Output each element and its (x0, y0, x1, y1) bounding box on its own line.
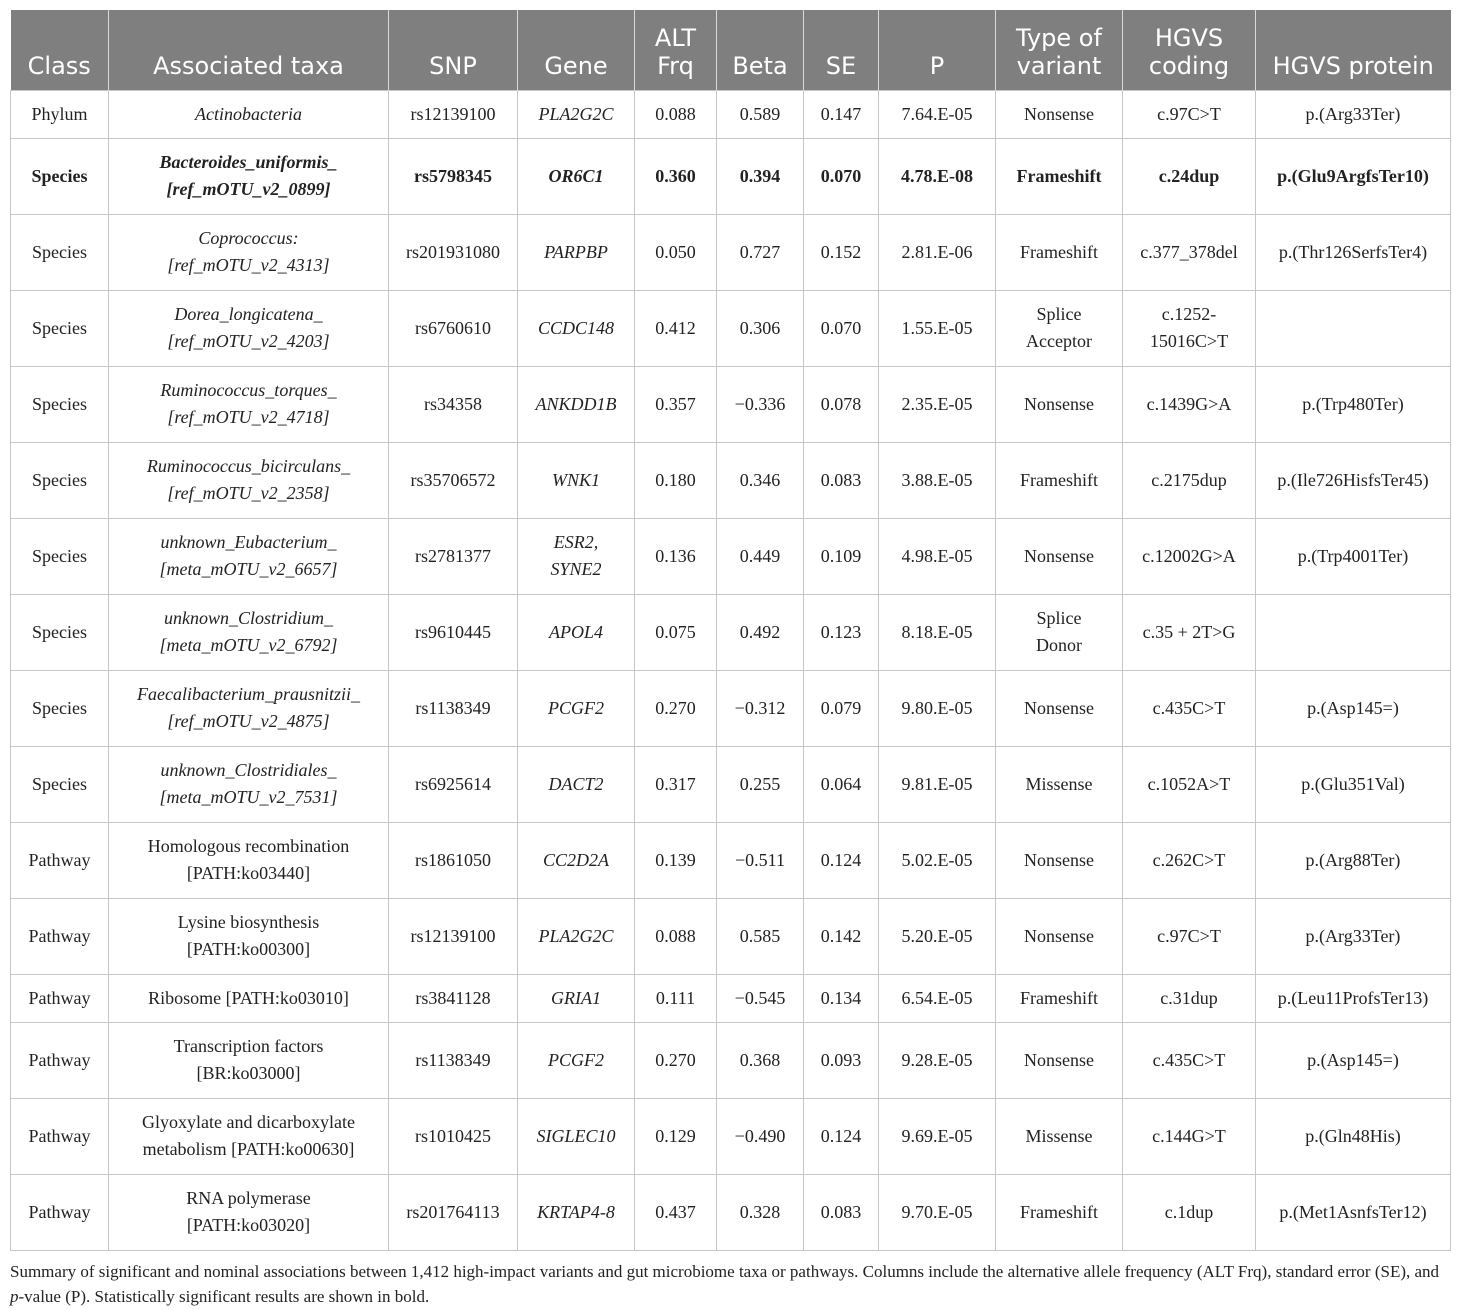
table-container (10, 10, 1450, 1309)
cell-hgvs-coding-line: c.2175dup (1151, 469, 1227, 490)
cell-gene-line: PCGF2 (548, 697, 604, 718)
cell-class: Pathway (11, 1098, 109, 1174)
cell-beta: 0.589 (717, 90, 804, 138)
cell-associated-taxa-line: Transcription factors (173, 1036, 324, 1056)
cell-type-of-variant-line: Donor (1036, 635, 1082, 655)
cell-snp: rs1861050 (389, 822, 518, 898)
cell-associated-taxa (109, 518, 389, 594)
cell-type-of-variant (996, 594, 1123, 670)
cell-associated-taxa-line: [meta_mOTU_v2_7531] (159, 787, 338, 807)
cell-hgvs-coding-line: 15016C>T (1149, 331, 1229, 351)
cell-beta: −0.545 (717, 974, 804, 1022)
cell-associated-taxa-line: [PATH:ko03020] (186, 1215, 311, 1235)
cell-associated-taxa-line: Coprococcus: (198, 228, 299, 248)
cell-p: 2.35.E-05 (879, 366, 996, 442)
cell-hgvs-protein: p.(Thr126SerfsTer4) (1256, 214, 1451, 290)
cell-type-of-variant-line: Frameshift (1020, 469, 1098, 490)
cell-associated-taxa-line: [PATH:ko00300] (186, 939, 311, 959)
cell-gene-line: APOL4 (549, 621, 603, 642)
cell-type-of-variant-line: Acceptor (1026, 331, 1092, 351)
cell-p: 3.88.E-05 (879, 442, 996, 518)
cell-snp: rs6760610 (389, 290, 518, 366)
cell-type-of-variant-line: Missense (1025, 773, 1093, 794)
cell-associated-taxa (109, 670, 389, 746)
cell-hgvs-coding (1123, 1022, 1256, 1098)
cell-se: 0.142 (804, 898, 879, 974)
cell-gene-line: ESR2, (553, 532, 599, 552)
table-row (11, 1098, 1451, 1174)
cell-snp: rs201931080 (389, 214, 518, 290)
cell-beta: 0.394 (717, 138, 804, 214)
cell-associated-taxa-line: [ref_mOTU_v2_4718] (167, 407, 330, 427)
cell-hgvs-coding-line: c.1dup (1164, 1201, 1214, 1222)
cell-type-of-variant-line: Nonsense (1024, 393, 1094, 414)
cell-class: Species (11, 670, 109, 746)
cell-associated-taxa (109, 1022, 389, 1098)
table-body (11, 90, 1451, 1250)
cell-p: 9.69.E-05 (879, 1098, 996, 1174)
cell-class: Species (11, 518, 109, 594)
cell-type-of-variant (996, 518, 1123, 594)
cell-p: 9.70.E-05 (879, 1174, 996, 1250)
cell-type-of-variant-line: Nonsense (1024, 1049, 1094, 1070)
cell-gene (518, 90, 635, 138)
variant-association-table (10, 10, 1451, 1251)
cell-beta: 0.449 (717, 518, 804, 594)
cell-se: 0.124 (804, 1098, 879, 1174)
cell-gene (518, 442, 635, 518)
cell-type-of-variant (996, 1174, 1123, 1250)
cell-se: 0.147 (804, 90, 879, 138)
table-row (11, 898, 1451, 974)
cell-p: 1.55.E-05 (879, 290, 996, 366)
cell-hgvs-coding (1123, 1174, 1256, 1250)
cell-associated-taxa (109, 442, 389, 518)
cell-associated-taxa-line: unknown_Eubacterium_ (160, 532, 337, 552)
cell-snp: rs12139100 (389, 90, 518, 138)
cell-alt-frq: 0.136 (635, 518, 717, 594)
header-hgvs-protein: HGVS protein (1256, 10, 1451, 90)
cell-hgvs-protein: p.(Met1AsnfsTer12) (1256, 1174, 1451, 1250)
caption-line2-b: -value (P). Statistically significant results are shown in bold. (18, 1286, 430, 1306)
cell-type-of-variant-line: Splice (1036, 304, 1082, 324)
cell-se: 0.070 (804, 290, 879, 366)
cell-gene (518, 746, 635, 822)
cell-hgvs-coding (1123, 442, 1256, 518)
cell-hgvs-coding (1123, 1098, 1256, 1174)
cell-type-of-variant (996, 214, 1123, 290)
cell-associated-taxa-line: [ref_mOTU_v2_2358] (167, 483, 330, 503)
cell-p: 9.81.E-05 (879, 746, 996, 822)
cell-type-of-variant (996, 1022, 1123, 1098)
table-row (11, 442, 1451, 518)
cell-hgvs-protein: p.(Arg88Ter) (1256, 822, 1451, 898)
cell-alt-frq: 0.088 (635, 898, 717, 974)
cell-gene-line: GRIA1 (551, 987, 601, 1008)
cell-hgvs-coding (1123, 214, 1256, 290)
cell-hgvs-coding (1123, 898, 1256, 974)
cell-type-of-variant-line: Nonsense (1024, 925, 1094, 946)
cell-p: 9.28.E-05 (879, 1022, 996, 1098)
cell-se: 0.070 (804, 138, 879, 214)
cell-type-of-variant (996, 898, 1123, 974)
table-row (11, 974, 1451, 1022)
cell-associated-taxa-line: unknown_Clostridiales_ (160, 760, 337, 780)
cell-type-of-variant (996, 746, 1123, 822)
cell-hgvs-protein: p.(Trp4001Ter) (1256, 518, 1451, 594)
cell-beta: −0.336 (717, 366, 804, 442)
cell-snp: rs201764113 (389, 1174, 518, 1250)
cell-gene-line: SIGLEC10 (536, 1125, 616, 1146)
cell-hgvs-coding (1123, 518, 1256, 594)
cell-gene-line: PCGF2 (548, 1049, 604, 1070)
cell-type-of-variant (996, 670, 1123, 746)
cell-associated-taxa (109, 746, 389, 822)
header-snp: SNP (389, 10, 518, 90)
cell-p: 4.78.E-08 (879, 138, 996, 214)
cell-class: Species (11, 138, 109, 214)
cell-hgvs-protein: p.(Ile726HisfsTer45) (1256, 442, 1451, 518)
cell-alt-frq: 0.270 (635, 1022, 717, 1098)
table-row (11, 214, 1451, 290)
cell-associated-taxa (109, 594, 389, 670)
cell-beta: 0.306 (717, 290, 804, 366)
cell-associated-taxa-line: Lysine biosynthesis (177, 912, 320, 932)
cell-hgvs-protein: p.(Trp480Ter) (1256, 366, 1451, 442)
cell-beta: 0.585 (717, 898, 804, 974)
header-class: Class (11, 10, 109, 90)
cell-alt-frq: 0.075 (635, 594, 717, 670)
header-alt-frq: ALT Frq (635, 10, 717, 90)
cell-gene-line: KRTAP4-8 (537, 1201, 615, 1222)
cell-associated-taxa (109, 366, 389, 442)
cell-hgvs-protein: p.(Leu11ProfsTer13) (1256, 974, 1451, 1022)
cell-hgvs-protein: p.(Gln48His) (1256, 1098, 1451, 1174)
cell-hgvs-coding-line: c.435C>T (1152, 697, 1226, 718)
cell-snp: rs34358 (389, 366, 518, 442)
cell-class: Pathway (11, 822, 109, 898)
cell-beta: −0.511 (717, 822, 804, 898)
table-header-row (11, 10, 1451, 90)
cell-alt-frq: 0.317 (635, 746, 717, 822)
table-row (11, 138, 1451, 214)
cell-hgvs-coding-line: c.435C>T (1152, 1049, 1226, 1070)
cell-p: 2.81.E-06 (879, 214, 996, 290)
cell-alt-frq: 0.180 (635, 442, 717, 518)
cell-snp: rs2781377 (389, 518, 518, 594)
cell-hgvs-coding-line: c.97C>T (1157, 925, 1221, 946)
cell-hgvs-coding-line: c.144G>T (1152, 1125, 1226, 1146)
cell-gene (518, 1174, 635, 1250)
cell-type-of-variant-line: Frameshift (1016, 165, 1102, 186)
table-row (11, 1174, 1451, 1250)
cell-hgvs-protein: p.(Glu351Val) (1256, 746, 1451, 822)
cell-associated-taxa (109, 214, 389, 290)
cell-hgvs-protein: p.(Arg33Ter) (1256, 90, 1451, 138)
cell-class: Pathway (11, 898, 109, 974)
cell-hgvs-coding-line: c.377_378del (1140, 241, 1238, 262)
cell-gene (518, 518, 635, 594)
cell-hgvs-coding-line: c.1252- (1161, 304, 1217, 324)
cell-hgvs-coding (1123, 822, 1256, 898)
cell-gene (518, 822, 635, 898)
cell-beta: 0.368 (717, 1022, 804, 1098)
cell-associated-taxa-line: [ref_mOTU_v2_4313] (167, 255, 330, 275)
cell-snp: rs6925614 (389, 746, 518, 822)
table-row (11, 366, 1451, 442)
cell-se: 0.152 (804, 214, 879, 290)
table-row (11, 746, 1451, 822)
cell-hgvs-coding (1123, 746, 1256, 822)
cell-associated-taxa-line: RNA polymerase (186, 1188, 311, 1208)
cell-associated-taxa-line: Ruminococcus_torques_ (160, 380, 337, 400)
cell-type-of-variant-line: Frameshift (1020, 241, 1098, 262)
cell-hgvs-coding-line: c.97C>T (1157, 103, 1221, 124)
cell-se: 0.123 (804, 594, 879, 670)
header-se: SE (804, 10, 879, 90)
cell-hgvs-coding-line: c.1052A>T (1147, 773, 1231, 794)
cell-hgvs-coding-line: c.1439G>A (1146, 393, 1232, 414)
header-type-of-variant: Type of variant (996, 10, 1123, 90)
cell-gene (518, 670, 635, 746)
cell-class: Species (11, 290, 109, 366)
cell-hgvs-coding (1123, 670, 1256, 746)
cell-p: 8.18.E-05 (879, 594, 996, 670)
header-p: P (879, 10, 996, 90)
cell-alt-frq: 0.270 (635, 670, 717, 746)
cell-hgvs-coding (1123, 138, 1256, 214)
cell-associated-taxa (109, 974, 389, 1022)
cell-snp: rs3841128 (389, 974, 518, 1022)
cell-type-of-variant (996, 822, 1123, 898)
cell-associated-taxa-line: [BR:ko03000] (196, 1063, 301, 1083)
cell-class: Pathway (11, 1022, 109, 1098)
cell-gene-line: CC2D2A (542, 849, 609, 870)
cell-se: 0.083 (804, 442, 879, 518)
cell-associated-taxa-line: [meta_mOTU_v2_6792] (159, 635, 338, 655)
cell-gene (518, 290, 635, 366)
cell-beta: −0.312 (717, 670, 804, 746)
caption-line1: Summary of significant and nominal associations between 1,412 high-impact variants and gut microbiome taxa or pathways. Columns include the alternative allele frequency (ALT Frq), standard (10, 1261, 1334, 1281)
cell-gene-line: CCDC148 (537, 317, 615, 338)
cell-hgvs-protein (1256, 594, 1451, 670)
cell-gene-line: PARPBP (544, 241, 608, 262)
cell-alt-frq: 0.139 (635, 822, 717, 898)
cell-type-of-variant-line: Frameshift (1020, 987, 1098, 1008)
cell-snp: rs1010425 (389, 1098, 518, 1174)
cell-gene (518, 898, 635, 974)
cell-hgvs-coding (1123, 90, 1256, 138)
cell-alt-frq: 0.357 (635, 366, 717, 442)
cell-associated-taxa-line: metabolism [PATH:ko00630] (142, 1139, 355, 1159)
cell-beta: −0.490 (717, 1098, 804, 1174)
cell-gene-line: DACT2 (548, 773, 604, 794)
cell-associated-taxa-line: [PATH:ko03440] (186, 863, 311, 883)
cell-type-of-variant (996, 442, 1123, 518)
cell-class: Pathway (11, 974, 109, 1022)
cell-gene-line: ANKDD1B (535, 393, 617, 414)
cell-gene (518, 1022, 635, 1098)
cell-p: 7.64.E-05 (879, 90, 996, 138)
cell-p: 5.02.E-05 (879, 822, 996, 898)
cell-type-of-variant (996, 1098, 1123, 1174)
cell-gene-line: PLA2G2C (538, 103, 614, 124)
cell-type-of-variant (996, 290, 1123, 366)
cell-p: 5.20.E-05 (879, 898, 996, 974)
cell-associated-taxa-line: [meta_mOTU_v2_6657] (159, 559, 338, 579)
caption-p-italic: p (10, 1286, 19, 1306)
cell-gene-line: OR6C1 (548, 165, 604, 186)
cell-snp: rs9610445 (389, 594, 518, 670)
table-caption (10, 1259, 1450, 1309)
cell-gene (518, 138, 635, 214)
cell-associated-taxa (109, 1174, 389, 1250)
cell-type-of-variant-line: Missense (1025, 1125, 1093, 1146)
cell-gene (518, 214, 635, 290)
cell-type-of-variant-line: Frameshift (1020, 1201, 1098, 1222)
cell-gene-line: SYNE2 (550, 559, 602, 579)
cell-associated-taxa-line: Actinobacteria (195, 103, 302, 124)
cell-type-of-variant (996, 366, 1123, 442)
cell-hgvs-protein: p.(Asp145=) (1256, 670, 1451, 746)
cell-associated-taxa-line: Ribosome [PATH:ko03010] (148, 987, 349, 1008)
cell-snp: rs1138349 (389, 1022, 518, 1098)
cell-se: 0.109 (804, 518, 879, 594)
cell-associated-taxa-line: Homologous recombination (147, 836, 350, 856)
table-row (11, 822, 1451, 898)
cell-snp: rs35706572 (389, 442, 518, 518)
table-row (11, 670, 1451, 746)
cell-associated-taxa (109, 90, 389, 138)
cell-hgvs-coding-line: c.262C>T (1152, 849, 1226, 870)
cell-hgvs-coding-line: c.35 + 2T>G (1142, 621, 1236, 642)
cell-gene (518, 366, 635, 442)
cell-gene (518, 594, 635, 670)
cell-alt-frq: 0.050 (635, 214, 717, 290)
table-row (11, 290, 1451, 366)
cell-beta: 0.727 (717, 214, 804, 290)
cell-associated-taxa (109, 1098, 389, 1174)
cell-p: 9.80.E-05 (879, 670, 996, 746)
cell-alt-frq: 0.088 (635, 90, 717, 138)
cell-associated-taxa (109, 138, 389, 214)
cell-hgvs-coding-line: c.31dup (1160, 987, 1218, 1008)
cell-class: Species (11, 442, 109, 518)
table-row (11, 90, 1451, 138)
cell-class: Species (11, 594, 109, 670)
cell-hgvs-protein: p.(Asp145=) (1256, 1022, 1451, 1098)
cell-se: 0.093 (804, 1022, 879, 1098)
cell-associated-taxa (109, 898, 389, 974)
cell-se: 0.079 (804, 670, 879, 746)
cell-beta: 0.328 (717, 1174, 804, 1250)
cell-type-of-variant-line: Nonsense (1024, 697, 1094, 718)
cell-type-of-variant-line: Nonsense (1024, 103, 1094, 124)
cell-snp: rs12139100 (389, 898, 518, 974)
table-row (11, 594, 1451, 670)
cell-type-of-variant-line: Splice (1036, 608, 1082, 628)
cell-gene-line: PLA2G2C (538, 925, 614, 946)
cell-alt-frq: 0.129 (635, 1098, 717, 1174)
cell-alt-frq: 0.412 (635, 290, 717, 366)
cell-snp: rs1138349 (389, 670, 518, 746)
cell-gene (518, 1098, 635, 1174)
cell-associated-taxa-line: Glyoxylate and dicarboxylate (142, 1112, 355, 1132)
cell-associated-taxa-line: [ref_mOTU_v2_0899] (166, 179, 331, 199)
cell-associated-taxa-line: [ref_mOTU_v2_4875] (167, 711, 330, 731)
cell-p: 6.54.E-05 (879, 974, 996, 1022)
cell-class: Phylum (11, 90, 109, 138)
cell-gene-line: WNK1 (551, 469, 600, 490)
cell-hgvs-coding (1123, 594, 1256, 670)
cell-class: Pathway (11, 1174, 109, 1250)
cell-class: Species (11, 214, 109, 290)
cell-type-of-variant-line: Nonsense (1024, 849, 1094, 870)
cell-hgvs-protein (1256, 290, 1451, 366)
cell-type-of-variant (996, 90, 1123, 138)
cell-se: 0.134 (804, 974, 879, 1022)
header-associated-taxa: Associated taxa (109, 10, 389, 90)
cell-hgvs-coding (1123, 366, 1256, 442)
cell-se: 0.078 (804, 366, 879, 442)
cell-gene (518, 974, 635, 1022)
cell-associated-taxa-line: Dorea_longicatena_ (174, 304, 323, 324)
header-hgvs-coding: HGVS coding (1123, 10, 1256, 90)
table-row (11, 1022, 1451, 1098)
caption-line2-a: error (SE), and (1337, 1261, 1440, 1281)
cell-beta: 0.492 (717, 594, 804, 670)
cell-associated-taxa (109, 822, 389, 898)
cell-associated-taxa-line: Ruminococcus_bicirculans_ (146, 456, 351, 476)
header-beta: Beta (717, 10, 804, 90)
cell-hgvs-coding-line: c.12002G>A (1142, 545, 1236, 566)
cell-associated-taxa-line: Faecalibacterium_prausnitzii_ (137, 684, 360, 704)
cell-se: 0.083 (804, 1174, 879, 1250)
cell-hgvs-coding (1123, 974, 1256, 1022)
cell-type-of-variant-line: Nonsense (1024, 545, 1094, 566)
cell-type-of-variant (996, 138, 1123, 214)
cell-snp: rs5798345 (389, 138, 518, 214)
cell-class: Species (11, 366, 109, 442)
cell-associated-taxa-line: [ref_mOTU_v2_4203] (167, 331, 330, 351)
cell-associated-taxa-line: unknown_Clostridium_ (163, 608, 333, 628)
cell-associated-taxa (109, 290, 389, 366)
cell-associated-taxa-line: Bacteroides_uniformis_ (159, 152, 338, 172)
cell-class: Species (11, 746, 109, 822)
cell-alt-frq: 0.111 (635, 974, 717, 1022)
cell-p: 4.98.E-05 (879, 518, 996, 594)
cell-alt-frq: 0.437 (635, 1174, 717, 1250)
cell-se: 0.064 (804, 746, 879, 822)
cell-beta: 0.255 (717, 746, 804, 822)
cell-se: 0.124 (804, 822, 879, 898)
cell-beta: 0.346 (717, 442, 804, 518)
cell-alt-frq: 0.360 (635, 138, 717, 214)
table-row (11, 518, 1451, 594)
cell-hgvs-coding-line: c.24dup (1158, 165, 1220, 186)
cell-hgvs-protein: p.(Glu9ArgfsTer10) (1256, 138, 1451, 214)
cell-hgvs-coding (1123, 290, 1256, 366)
header-gene: Gene (518, 10, 635, 90)
cell-type-of-variant (996, 974, 1123, 1022)
cell-hgvs-protein: p.(Arg33Ter) (1256, 898, 1451, 974)
